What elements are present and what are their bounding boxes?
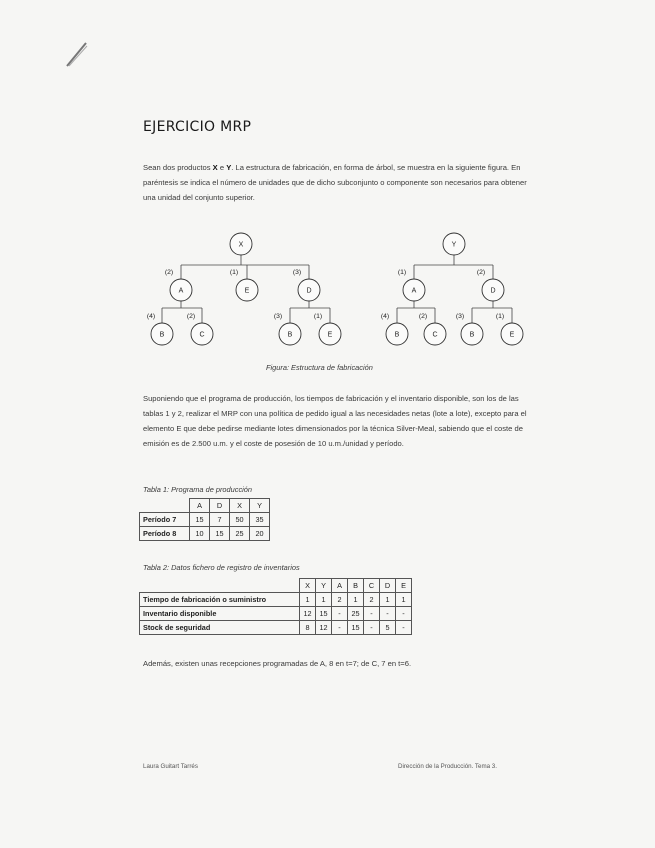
tree-y-root-label: Y <box>451 241 457 249</box>
product-y-label: Y <box>226 163 232 172</box>
tree-x-c-label: C <box>199 331 205 339</box>
table1-caption: Tabla 1: Programa de producción <box>143 485 253 494</box>
table-cell: - <box>332 621 348 635</box>
tree-x-b-qty: (4) <box>146 313 156 320</box>
table-cell: 1 <box>316 593 332 607</box>
footer-author: Laura Guitart Tarrés <box>143 763 198 770</box>
table-header-cell: D <box>210 499 230 513</box>
table-cell: - <box>396 621 412 635</box>
table-cell: 7 <box>210 513 230 527</box>
table-header-cell: D <box>380 579 396 593</box>
table-header-cell: Y <box>250 499 270 513</box>
tree-x-db-qty: (3) <box>273 313 283 320</box>
table-cell: 50 <box>230 513 250 527</box>
table-cell: 10 <box>190 527 210 541</box>
table-cell: 20 <box>250 527 270 541</box>
table-cell: 15 <box>190 513 210 527</box>
tree-x-de-label: E <box>327 331 333 339</box>
tree-x-d-label: D <box>306 287 312 295</box>
tree-y-de-qty: (1) <box>495 313 505 320</box>
table-cell: - <box>332 607 348 621</box>
table-cell: 5 <box>380 621 396 635</box>
tree-y-a-qty: (1) <box>397 269 407 276</box>
table-cell: - <box>380 607 396 621</box>
tree-x-d-qty: (3) <box>292 269 302 276</box>
pen-mark <box>66 40 88 68</box>
table-cell: 12 <box>316 621 332 635</box>
figure-caption: Figura: Estructura de fabricación <box>266 363 373 372</box>
table-header-cell: A <box>332 579 348 593</box>
table-cell: - <box>364 621 380 635</box>
row-label: Período 8 <box>140 527 190 541</box>
page-title: EJERCICIO MRP <box>143 119 252 135</box>
tree-y-de-label: E <box>509 331 515 339</box>
production-schedule-table <box>139 498 270 541</box>
tree-x-b-label: B <box>159 331 165 339</box>
table-row <box>140 527 270 541</box>
table-cell: - <box>396 607 412 621</box>
table-cell: 25 <box>230 527 250 541</box>
table-header-row <box>140 579 412 593</box>
tree-x-a-qty: (2) <box>164 269 174 276</box>
tree-y-c-label: C <box>432 331 438 339</box>
tree-x-a-label: A <box>178 287 184 295</box>
table-header-row <box>140 499 270 513</box>
table-row <box>140 513 270 527</box>
inventory-records-table <box>139 578 412 635</box>
table-header-cell: A <box>190 499 210 513</box>
row-label: Período 7 <box>140 513 190 527</box>
tree-x-root-label: X <box>238 241 244 249</box>
table-cell: 2 <box>332 593 348 607</box>
tree-y-d-label: D <box>490 287 496 295</box>
tree-y-d-qty: (2) <box>476 269 486 276</box>
table-cell: 2 <box>364 593 380 607</box>
table-cell: - <box>364 607 380 621</box>
table-header-cell: E <box>396 579 412 593</box>
tree-y-c-qty: (2) <box>418 313 428 320</box>
tree-y-b-label: B <box>394 331 400 339</box>
tree-y-b-qty: (4) <box>380 313 390 320</box>
tree-y-db-label: B <box>469 331 475 339</box>
table2-caption: Tabla 2: Datos fichero de registro de inventarios <box>143 563 300 572</box>
product-x-label: X <box>212 163 218 172</box>
tree-x-e-qty: (1) <box>229 269 239 276</box>
row-label: Stock de seguridad <box>140 621 300 635</box>
table-header-cell: X <box>300 579 316 593</box>
row-label: Tiempo de fabricación o suministro <box>140 593 300 607</box>
table-cell: 35 <box>250 513 270 527</box>
product-structure-figure <box>140 228 530 356</box>
table-row <box>140 621 412 635</box>
tree-y-a-label: A <box>411 287 417 295</box>
table-cell: 12 <box>300 607 316 621</box>
table-cell: 15 <box>210 527 230 541</box>
problem-paragraph: Suponiendo que el programa de producción, los tiempos de fabricación y el inventario disponible, son los de las tablas 1 y 2, realizar el MRP con una política de pedido igual a las necesidades netas (lote a lote), excepto para el elemento E que debe pedirse mediante lotes dimensionados por la técnica Silver-Meal, sabiendo que el coste de emisión es de 2.500 u.m. y el coste de posesión de 10 u.m./unidad y período. <box>143 394 527 448</box>
table-cell: 8 <box>300 621 316 635</box>
table-cell: 1 <box>348 593 364 607</box>
tree-x-c-qty: (2) <box>186 313 196 320</box>
table-cell: 15 <box>316 607 332 621</box>
table-cell: 1 <box>396 593 412 607</box>
table-header-cell: C <box>364 579 380 593</box>
row-label: Inventario disponible <box>140 607 300 621</box>
tree-y-db-qty: (3) <box>455 313 465 320</box>
tree-x-e-label: E <box>244 287 250 295</box>
tree-x-db-label: B <box>287 331 293 339</box>
tree-x-de-qty: (1) <box>313 313 323 320</box>
table-row <box>140 607 412 621</box>
table-header-cell: B <box>348 579 364 593</box>
table-header-cell: Y <box>316 579 332 593</box>
intro-paragraph: Sean dos productos X e Y. La estructura de fabricación, en forma de árbol, se muestra en la siguiente figura. En paréntesis se indica el número de unidades que de dicho subconjunto o componente son necesarios para obtener una unidad del conjunto superior. <box>143 163 527 202</box>
closing-paragraph: Además, existen unas recepciones programadas de A, 8 en t=7; de C, 7 en t=6. <box>143 659 412 668</box>
table-cell: 1 <box>300 593 316 607</box>
table-header-cell: X <box>230 499 250 513</box>
table-cell: 1 <box>380 593 396 607</box>
footer-course: Dirección de la Producción. Tema 3. <box>398 763 497 770</box>
table-cell: 15 <box>348 621 364 635</box>
table-row <box>140 593 412 607</box>
table-cell: 25 <box>348 607 364 621</box>
